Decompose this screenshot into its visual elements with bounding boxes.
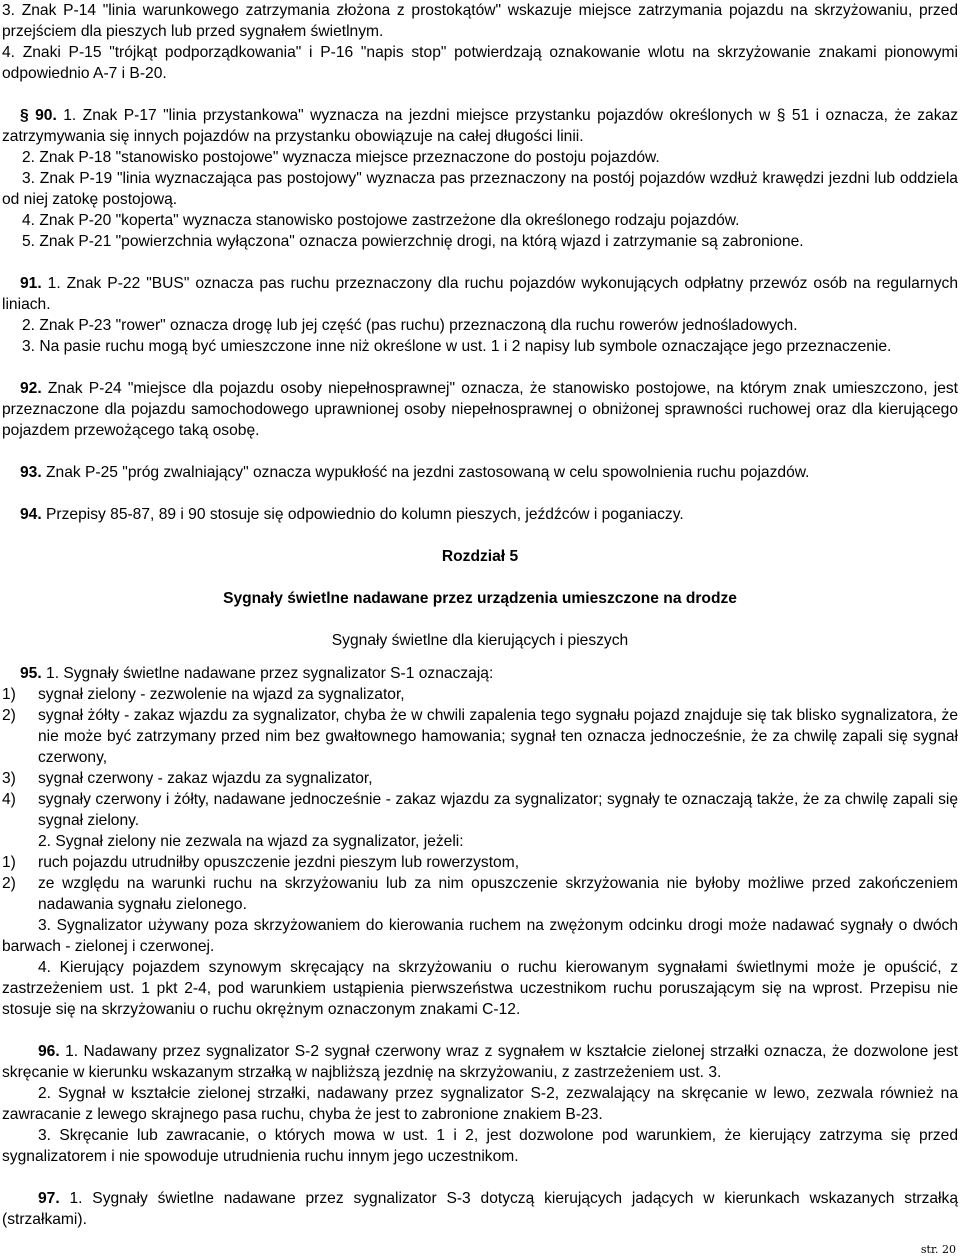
section-93 [2, 462, 958, 483]
list-item-text: sygnał żółty - zakaz wjazdu za sygnalizator, chyba że w chwili zapalenia tego sygnału pojazd znajduje się tak blisko sygnalizatora, że nie może być zatrzymany przed nim bez gwałtownego hamowania; sygnał ten oznacza jednocześnie, że za chwilę zapali się sygnał czerwony, [38, 707, 958, 766]
section-92-num: 92. [20, 380, 42, 397]
section-94 [2, 504, 958, 525]
section-90 [2, 105, 958, 147]
chapter-title: Sygnały świetlne nadawane przez urządzenia umieszczone na drodze [223, 590, 737, 607]
page-number: str. 20 [920, 1243, 956, 1256]
section-96 [2, 1041, 958, 1083]
section-95-ust-3: 3. Sygnalizator używany poza skrzyżowaniem do kierowania ruchem na zwężonym odcinku drogi może nadawać sygnały o dwóch barwach - zielonej i czerwonej. [2, 917, 958, 955]
list-item-text: sygnał zielony - zezwolenie na wjazd za sygnalizator, [38, 686, 405, 703]
paragraph-intro-4: 4. Znaki P-15 "trójkąt podporządkowania" i P-16 "napis stop" potwierdzają oznakowanie wlotu na skrzyżowanie znakami pionowymi odpowiednio A-7 i B-20. [2, 44, 958, 82]
list-item-number: 3) [2, 770, 16, 787]
section-94-num: 94. [20, 506, 42, 523]
section-92-text: Znak P-24 "miejsce dla pojazdu osoby niepełnosprawnej" oznacza, że stanowisko postojowe, na którym znak umieszczono, jest przeznaczone dla pojazdu samochodowego uprawnionej osoby niepełnosprawnej o obniżonej sprawności ruchowej oraz dla kierującego pojazdem przewożącego taką osobę. [2, 380, 958, 439]
section-90-ust-5: 5. Znak P-21 "powierzchnia wyłączona" oznacza powierzchnię drogi, na którą wjazd i zatrzymanie są zabronione. [22, 233, 804, 250]
section-90-text: 1. Znak P-17 "linia przystankowa" wyznacza na jezdni miejsce przystanku pojazdów określonych w § 51 i oznacza, że zakaz zatrzymywania się innych pojazdów na przystanku obowiązuje na całej długości linii. [2, 107, 958, 145]
section-93-num: 93. [20, 464, 42, 481]
section-97-num: 97. [38, 1190, 60, 1207]
list-item [2, 873, 958, 915]
list-item [2, 768, 958, 789]
section-91-ust-3: 3. Na pasie ruchu mogą być umieszczone inne niż określone w ust. 1 i 2 napisy lub symbole oznaczające jego przeznaczenie. [22, 338, 892, 355]
section-96-ust-3: 3. Skręcanie lub zawracanie, o których mowa w ust. 1 i 2, jest dozwolone pod warunkiem, że kierujący zatrzyma się przed sygnalizatorem i nie spowoduje utrudnienia ruchu innym jego uczestnikom. [2, 1127, 958, 1165]
section-97-text: 1. Sygnały świetlne nadawane przez sygnalizator S-3 dotyczą kierujących jadących w kierunkach wskazanych strzałką (strzałkami). [2, 1190, 958, 1228]
list-item [2, 684, 958, 705]
list-item-number: 1) [2, 686, 16, 703]
section-91-num: 91. [20, 275, 42, 292]
list-item-number: 1) [2, 854, 16, 871]
section-96-text: 1. Nadawany przez sygnalizator S-2 sygnał czerwony wraz z sygnałem w kształcie zielonej strzałki oznacza, że dozwolone jest skręcanie w kierunku wskazanym strzałką w najbliższą jezdnię na skrzyżowaniu, z zastrzeżeniem ust. 3. [2, 1043, 958, 1081]
section-91-ust-2: 2. Znak P-23 "rower" oznacza drogę lub jej część (pas ruchu) przeznaczoną dla ruchu rowerów jednośladowych. [22, 317, 798, 334]
section-97 [2, 1188, 958, 1230]
section-90-number: § [20, 107, 29, 124]
list-item-number: 4) [2, 791, 16, 808]
list-item-text: ze względu na warunki ruchu na skrzyżowaniu lub za nim opuszczenie skrzyżowania nie byłoby możliwe przed zakończeniem nadawania sygnału zielonego. [38, 875, 958, 913]
list-item-text: ruch pojazdu utrudniłby opuszczenie jezdni pieszym lub rowerzystom, [38, 854, 520, 871]
list-item-number: 2) [2, 707, 16, 724]
section-95-ust-2: 2. Sygnał zielony nie zezwala na wjazd za sygnalizator, jeżeli: [38, 833, 464, 850]
section-94-text: Przepisy 85-87, 89 i 90 stosuje się odpowiednio do kolumn pieszych, jeźdźców i poganiaczy. [41, 506, 684, 523]
list-item [2, 852, 958, 873]
list-item [2, 789, 958, 831]
list-item-text: sygnały czerwony i żółty, nadawane jednocześnie - zakaz wjazdu za sygnalizator; sygnały te oznaczają także, że za chwilę zapali się sygnał zielony. [38, 791, 958, 829]
section-95-ust-4: 4. Kierujący pojazdem szynowym skręcający na skrzyżowaniu o ruchu kierowanym sygnałami świetlnymi może je opuścić, z zastrzeżeniem ust. 1 pkt 2-4, pod warunkiem ustąpienia pierwszeństwa uczestnikom ruchu poruszającym się na wprost. Przepisu nie stosuje się na skrzyżowaniu o ruchu okrężnym oznaczonym znakami C-12. [2, 959, 958, 1018]
list-item-text: sygnał czerwony - zakaz wjazdu za sygnalizator, [38, 770, 373, 787]
list-item-number: 2) [2, 875, 16, 892]
section-95-num: 95. [20, 665, 42, 682]
section-95-text: 1. Sygnały świetlne nadawane przez sygnalizator S-1 oznaczają: [41, 665, 494, 682]
section-91 [2, 273, 958, 315]
subchapter-title: Sygnały świetlne dla kierujących i pieszych [331, 632, 629, 649]
section-92 [2, 378, 958, 441]
list-item [2, 705, 958, 768]
section-90-ust-3: 3. Znak P-19 "linia wyznaczająca pas postojowy" wyznacza pas przeznaczony na postój pojazdów wzdłuż krawędzi jezdni lub oddziela od niej zatokę postojową. [2, 170, 958, 208]
section-90-ust-4: 4. Znak P-20 "koperta" wyznacza stanowisko postojowe zastrzeżone dla określonego rodzaju pojazdów. [22, 212, 740, 229]
section-96-num: 96. [38, 1043, 60, 1060]
section-90-num: 90. [35, 107, 57, 124]
section-90-ust-2: 2. Znak P-18 "stanowisko postojowe" wyznacza miejsce przeznaczone do postoju pojazdów. [22, 149, 660, 166]
paragraph-intro-3: 3. Znak P-14 "linia warunkowego zatrzymania złożona z prostokątów" wskazuje miejsce zatrzymania pojazdu na skrzyżowaniu, przed przejściem dla pieszych lub przed sygnałem świetlnym. [2, 2, 958, 40]
section-91-text: 1. Znak P-22 "BUS" oznacza pas ruchu przeznaczony dla ruchu pojazdów wykonujących odpłatny przewóz osób na regularnych liniach. [2, 275, 958, 313]
section-93-text: Znak P-25 "próg zwalniający" oznacza wypukłość na jezdni zastosowaną w celu spowolnienia ruchu pojazdów. [41, 464, 810, 481]
section-96-ust-2: 2. Sygnał w kształcie zielonej strzałki, nadawany przez sygnalizator S-2, zezwalający na skręcanie w lewo, zezwala również na zawracanie z lewego skrajnego pasa ruchu, chyba że jest to zabronione znakiem B-23. [2, 1085, 958, 1123]
section-95 [2, 663, 958, 684]
chapter-heading: Rozdział 5 [441, 548, 519, 565]
